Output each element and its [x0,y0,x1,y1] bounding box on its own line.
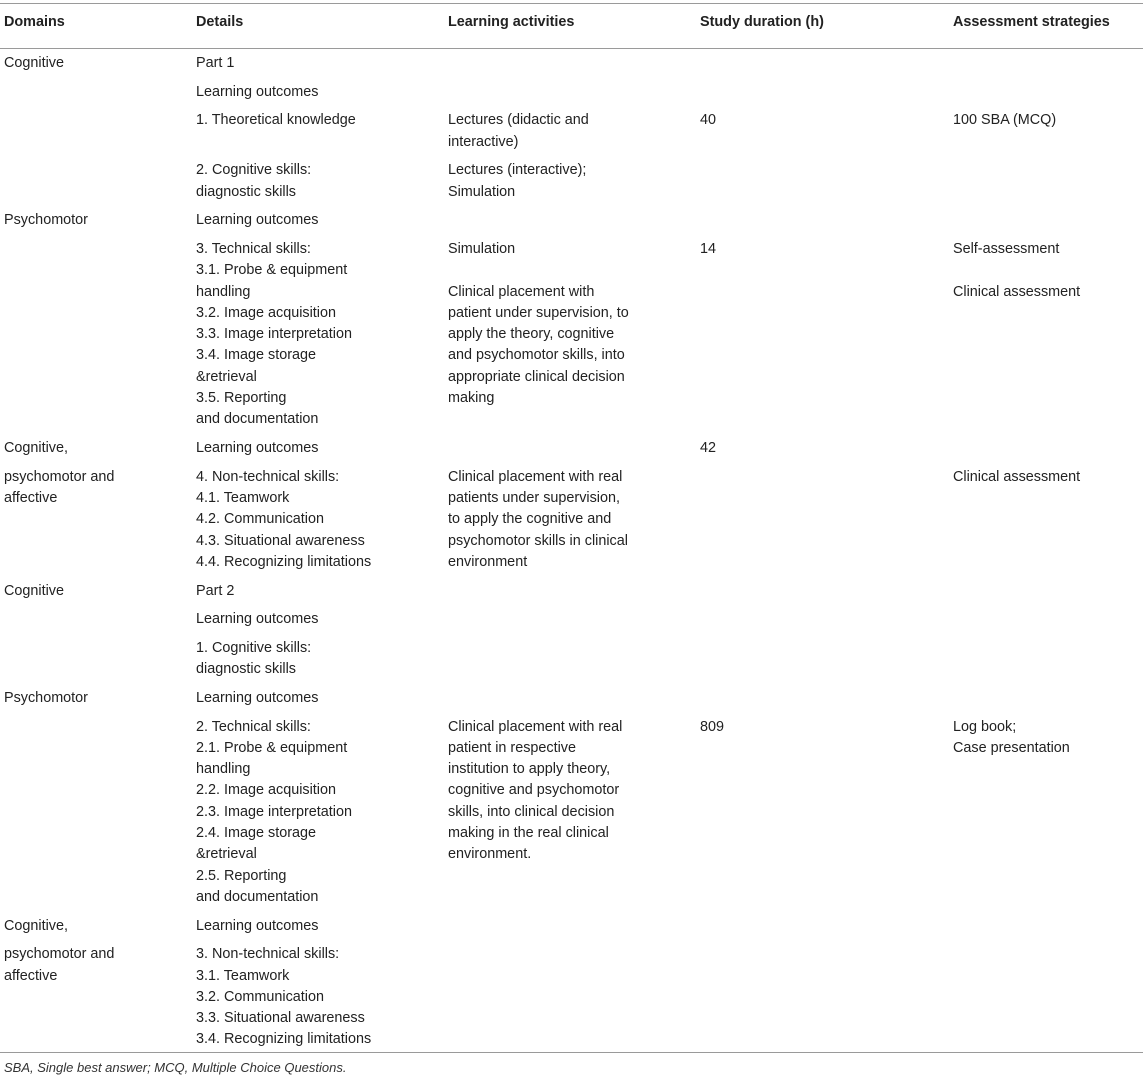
details-cell [192,107,444,157]
cell-line: to apply the cognitive and [448,511,612,528]
cell-line: interactive) [448,133,519,150]
cell-line: Learning outcomes [196,689,319,706]
cell-line: Learning outcomes [196,917,319,934]
cell-line: Self-assessment [953,240,1060,257]
duration-cell [696,235,949,434]
duration-cell [696,78,949,107]
cell-line: patients under supervision, [448,489,620,506]
header-study-duration: Study duration (h) [696,4,949,49]
header-learning-activities: Learning activities [444,4,696,49]
cell-line: 1. Theoretical knowledge [196,112,356,129]
cell-line: 2. Cognitive skills: [196,162,312,179]
cell-line [953,260,1143,281]
cell-line: psychomotor and [4,946,115,963]
assessment-cell [949,434,1143,463]
details-cell [192,463,444,577]
cell-line: Psychomotor [4,689,88,706]
cell-line: making [448,390,495,407]
domain-cell [0,463,192,577]
domain-cell [0,157,192,207]
activities-cell [444,49,696,78]
domain-cell [0,713,192,912]
activities-cell [444,157,696,207]
cell-line: 42 [700,439,717,456]
details-cell [192,235,444,434]
table-row [0,684,1143,713]
cell-line: Lectures (didactic and [448,112,589,129]
cell-line: 2.5. Reporting [196,867,287,884]
table-row [0,434,1143,463]
duration-cell [696,606,949,635]
cell-line: Case presentation [953,739,1070,756]
activities-cell [444,207,696,236]
details-cell [192,577,444,606]
duration-cell [696,912,949,941]
curriculum-table [0,3,1143,1054]
table-row [0,606,1143,635]
table-row [0,207,1143,236]
assessment-cell [949,107,1143,157]
table-row [0,713,1143,912]
cell-line: Part 1 [196,54,235,71]
cell-line: 14 [700,240,717,257]
cell-line: 809 [700,718,725,735]
details-cell [192,912,444,941]
cell-line: 40 [700,112,717,129]
cell-line [448,260,696,281]
cell-line: Cognitive [4,54,64,71]
cell-line: Learning outcomes [196,83,319,100]
cell-line: diagnostic skills [196,661,296,678]
cell-line: 3.5. Reporting [196,390,287,407]
table-body [0,49,1143,1055]
cell-line: skills, into clinical decision [448,803,615,820]
footer-rule [0,1052,1143,1053]
cell-line: and documentation [196,411,319,428]
table-row [0,577,1143,606]
activities-cell [444,434,696,463]
cell-line: diagnostic skills [196,183,296,200]
cell-line: Clinical placement with real [448,718,623,735]
cell-line: 2.4. Image storage [196,824,316,841]
assessment-cell [949,207,1143,236]
cell-line: handling [196,283,251,300]
cell-line: and documentation [196,888,319,905]
cell-line: 3.2. Communication [196,988,324,1005]
cell-line: Part 2 [196,582,235,599]
duration-cell [696,713,949,912]
cell-line: environment [448,553,528,570]
cell-line: affective [4,489,58,506]
table-row [0,941,1143,1055]
cell-line: affective [4,967,58,984]
assessment-cell [949,713,1143,912]
duration-cell [696,577,949,606]
cell-line: 4. Non-technical skills: [196,468,340,485]
duration-cell [696,684,949,713]
assessment-cell [949,235,1143,434]
activities-cell [444,577,696,606]
header-details: Details [192,4,444,49]
domain-cell [0,49,192,78]
cell-line: &retrieval [196,368,257,385]
cell-line: Simulation [448,240,516,257]
cell-line: 3.2. Image acquisition [196,304,336,321]
cell-line: Cognitive, [4,917,68,934]
activities-cell [444,713,696,912]
header-domains: Domains [0,4,192,49]
assessment-cell [949,634,1143,684]
cell-line: patient under supervision, to [448,304,629,321]
details-cell [192,606,444,635]
cell-line: 4.4. Recognizing limitations [196,553,372,570]
cell-line: environment. [448,846,532,863]
cell-line: Cognitive [4,582,64,599]
domain-cell [0,634,192,684]
cell-line: 2. Technical skills: [196,718,311,735]
table-row [0,235,1143,434]
domain-cell [0,78,192,107]
details-cell [192,78,444,107]
table-row [0,157,1143,207]
details-cell [192,713,444,912]
header-row [0,4,1143,49]
table-row [0,107,1143,157]
cell-line: 2.2. Image acquisition [196,782,336,799]
cell-line: 100 SBA (MCQ) [953,112,1057,129]
duration-cell [696,941,949,1055]
details-cell [192,49,444,78]
details-cell [192,157,444,207]
activities-cell [444,78,696,107]
cell-line: making in the real clinical [448,824,609,841]
duration-cell [696,207,949,236]
activities-cell [444,941,696,1055]
assessment-cell [949,941,1143,1055]
domain-cell [0,941,192,1055]
table-row [0,463,1143,577]
activities-cell [444,463,696,577]
details-cell [192,941,444,1055]
duration-cell [696,434,949,463]
cell-line: Cognitive, [4,439,68,456]
activities-cell [444,684,696,713]
cell-line: Psychomotor [4,212,88,229]
assessment-cell [949,606,1143,635]
cell-line: psychomotor and [4,468,115,485]
cell-line: Clinical assessment [953,468,1081,485]
cell-line: cognitive and psychomotor [448,782,620,799]
assessment-cell [949,78,1143,107]
cell-line: appropriate clinical decision [448,368,625,385]
cell-line: 3.3. Image interpretation [196,326,352,343]
cell-line: Clinical assessment [953,283,1081,300]
cell-line: 4.1. Teamwork [196,489,290,506]
cell-line: Learning outcomes [196,212,319,229]
table-row [0,49,1143,78]
domain-cell [0,684,192,713]
domain-cell [0,107,192,157]
activities-cell [444,606,696,635]
details-cell [192,684,444,713]
activities-cell [444,235,696,434]
activities-cell [444,912,696,941]
duration-cell [696,463,949,577]
table-footnote: SBA, Single best answer; MCQ, Multiple Choice Questions. [4,1060,347,1075]
cell-line: 4.3. Situational awareness [196,532,365,549]
cell-line: Learning outcomes [196,611,319,628]
duration-cell [696,49,949,78]
cell-line: patient in respective [448,739,576,756]
assessment-cell [949,157,1143,207]
assessment-cell [949,463,1143,577]
details-cell [192,634,444,684]
domain-cell [0,606,192,635]
cell-line: 3.1. Probe & equipment [196,262,348,279]
header-assessment-strategies: Assessment strategies [949,4,1143,49]
cell-line: Clinical placement with [448,283,595,300]
cell-line: &retrieval [196,846,257,863]
duration-cell [696,107,949,157]
cell-line: institution to apply theory, [448,761,611,778]
assessment-cell [949,577,1143,606]
cell-line: Clinical placement with real [448,468,623,485]
domain-cell [0,235,192,434]
cell-line: 3.4. Image storage [196,347,316,364]
cell-line: psychomotor skills in clinical [448,532,628,549]
domain-cell [0,577,192,606]
assessment-cell [949,49,1143,78]
cell-line: apply the theory, cognitive [448,326,615,343]
cell-line: 3.1. Teamwork [196,967,290,984]
domain-cell [0,434,192,463]
cell-line: 2.3. Image interpretation [196,803,352,820]
table-row [0,912,1143,941]
cell-line: Simulation [448,183,516,200]
cell-line: 3.4. Recognizing limitations [196,1031,372,1048]
cell-line: 3. Non-technical skills: [196,946,340,963]
duration-cell [696,634,949,684]
table-row [0,78,1143,107]
cell-line: and psychomotor skills, into [448,347,625,364]
assessment-cell [949,684,1143,713]
cell-line: Log book; [953,718,1017,735]
duration-cell [696,157,949,207]
cell-line: 2.1. Probe & equipment [196,739,348,756]
cell-line: 4.2. Communication [196,511,324,528]
assessment-cell [949,912,1143,941]
table-header [0,4,1143,49]
cell-line: 3. Technical skills: [196,240,311,257]
cell-line: handling [196,761,251,778]
cell-line: Lectures (interactive); [448,162,587,179]
domain-cell [0,207,192,236]
domain-cell [0,912,192,941]
details-cell [192,434,444,463]
cell-line: 3.3. Situational awareness [196,1010,365,1027]
cell-line: Learning outcomes [196,439,319,456]
table-row [0,634,1143,684]
activities-cell [444,107,696,157]
activities-cell [444,634,696,684]
cell-line: 1. Cognitive skills: [196,639,312,656]
details-cell [192,207,444,236]
